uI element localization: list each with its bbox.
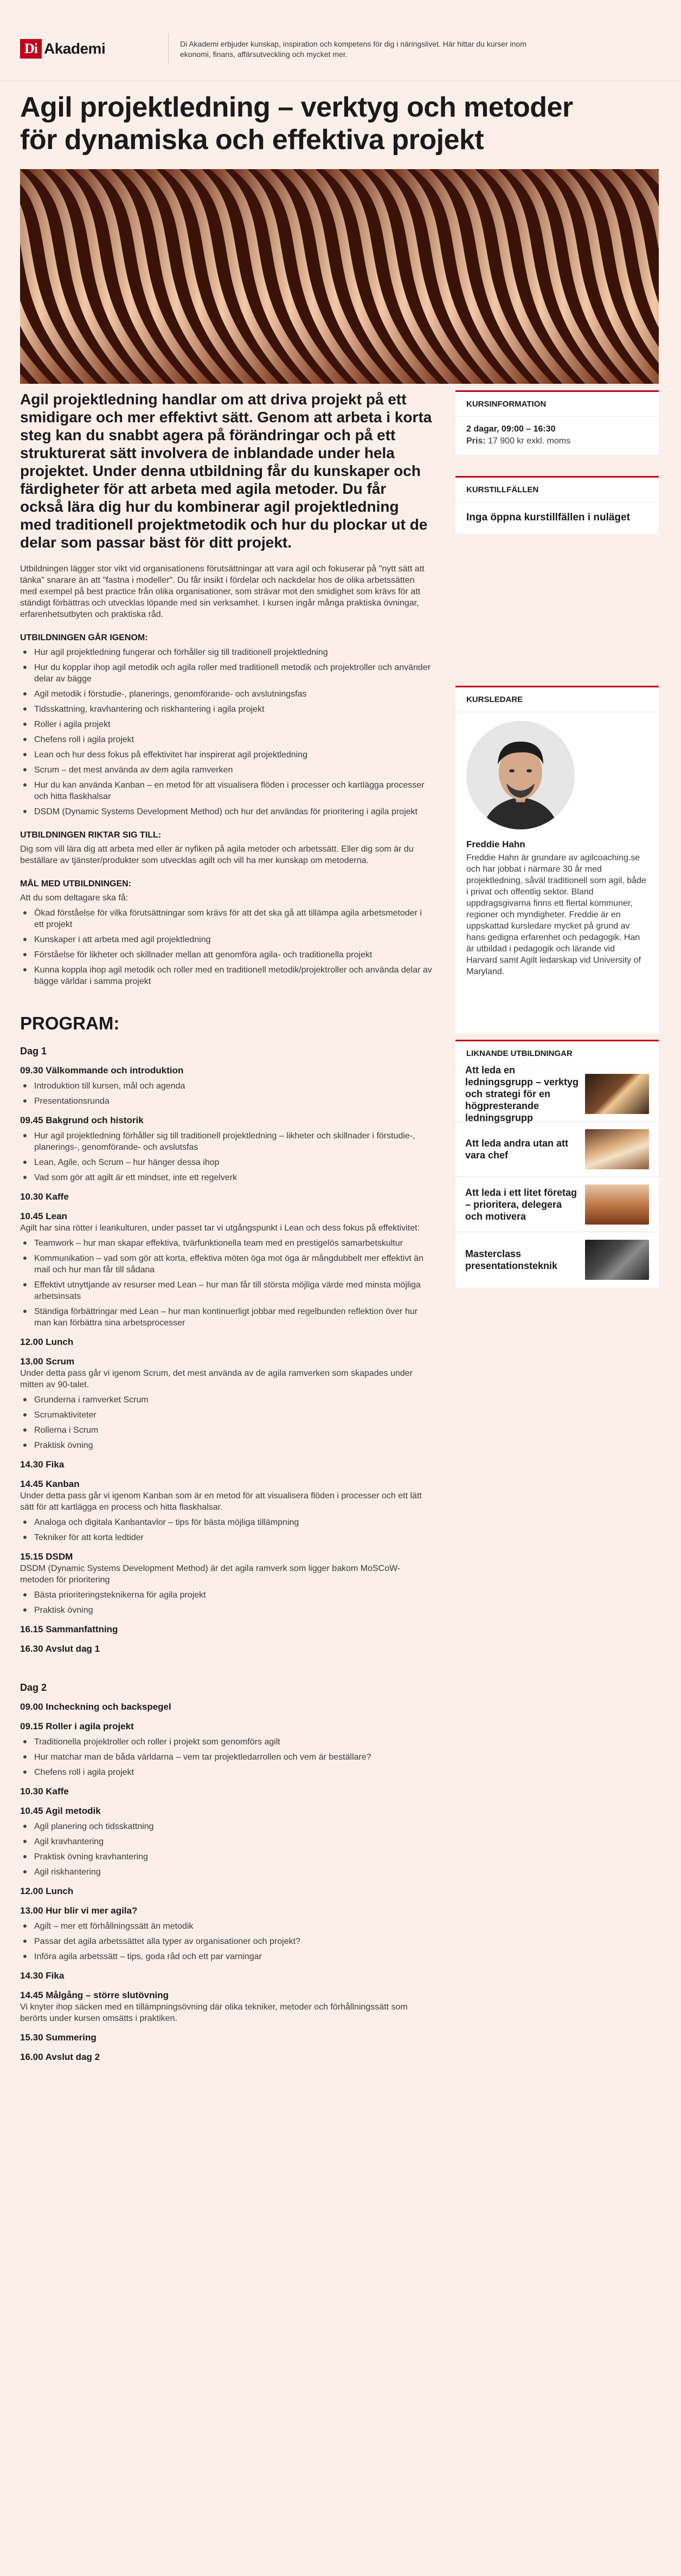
program-slot-title: 16.15 Sammanfattning [20,1624,118,1634]
di-akademi-logo[interactable] [20,39,105,59]
related-course-thumbnail[interactable] [585,1240,649,1280]
list-item: Kommunikation – vad som gör att korta, effektiva möten öga mot öga är mångdubbelt mer effektivt än mail och hur man får till sådana [20,1253,432,1276]
related-course-item[interactable] [455,1232,659,1287]
leader-name: Freddie Hahn [466,839,525,849]
program-day-label: Dag 2 [20,1682,47,1693]
list-item: Införa agila arbetssätt – tips, goda råd och ett par varningar [20,1951,432,1962]
related-courses-heading: LIKNANDE UTBILDNINGAR [455,1041,659,1066]
logo-mark: Di [20,39,42,59]
goals-list [20,907,432,987]
site-header [0,0,681,81]
program-heading: PROGRAM: [20,1013,120,1033]
list-item: Förståelse för likheter och skillnader mellan att genomföra agila- och traditionella projekt [20,949,432,961]
goes-through-list [20,647,432,817]
list-item: Ökad förståelse för vilka förutsättningar som krävs för att det ska gå att tillämpa agila arbetsmetoder i ett projekt [20,907,432,930]
program-slot-title: 09.00 Incheckning och backspegel [20,1702,171,1712]
list-item: Praktisk övning [20,1605,432,1616]
list-item: Agilt – mer ett förhållningssätt än metodik [20,1921,432,1932]
list-item: DSDM (Dynamic Systems Development Method) och hur det användas för prioritering i agila projekt [20,806,432,817]
hero-image [20,169,659,384]
list-item: Agil planering och tidsskattning [20,1821,432,1832]
program-slot-text: Under detta pass går vi igenom Scrum, det mest använda av de agila ramverken som skapades under mitten av 90-talet. [20,1369,413,1389]
program-slot-title: 12.00 Lunch [20,1337,74,1347]
program-slot-title: 16.00 Avslut dag 2 [20,2052,100,2062]
list-item: Agil riskhantering [20,1866,432,1878]
list-item: Introduktion till kursen, mål och agenda [20,1080,432,1092]
course-occasions-heading: KURSTILLFÄLLEN [455,478,659,503]
program-slot-text: Vi knyter ihop säcken med en tillämpningsövning där olika tekniker, metoder och förhållningssätt som berörts under kursen omsätts i praktiken. [20,2002,408,2023]
price-value: 17 900 kr exkl. moms [488,436,571,446]
intro-text: Utbildningen lägger stor vikt vid organisationens förutsättningar att vara agil och fokuserar på "nytt sätt att tänka" snarare än att "fastna i modeller". Du får insikt i fördelar och nackdelar hos de olika arbetssätten med exempel på best practice från olika organisationer, som strävar mot den smidighet som krävs för att ständigt förbättras och utvecklas löpande med sin verksamhet. I kursen ingår många praktiska övningar, erfarenhetsutbyten och praktiska råd. [20,564,425,619]
program-slot-title: 09.30 Välkommande och introduktion [20,1065,184,1076]
program-slot-title: 09.45 Bakgrund och historik [20,1115,144,1125]
program-slot-list [20,1238,432,1329]
program-slot-text: Agilt har sina rötter i leankulturen, under passet tar vi utgångspunkt i Lean och dess fokus på effektivitet: [20,1223,420,1233]
course-info-card [455,390,659,455]
list-item: Scrumaktiviteter [20,1409,432,1421]
program-slot-list [20,1130,432,1183]
program-schedule [20,1046,432,2063]
program-slot-title: 10.45 Lean [20,1211,67,1221]
related-course-item[interactable] [455,1177,659,1232]
program-slot-list [20,1921,432,1962]
program-slot-title: 16.30 Avslut dag 1 [20,1644,100,1654]
related-course-title[interactable]: Masterclass presentationsteknik [465,1248,558,1271]
goals-intro: Att du som deltagare ska få: [20,893,129,903]
program-slot-title: 14.45 Kanban [20,1479,80,1489]
program-slot-list [20,1736,432,1778]
list-item: Hur matchar man de båda världarna – vem tar projektledarrollen och vem är beställare? [20,1751,432,1763]
related-course-title[interactable]: Att leda en ledningsgrupp – verktyg och strategi för en högpresterande ledningsgrupp [465,1064,579,1123]
related-course-item[interactable] [455,1122,659,1177]
program-slot-title: 13.00 Hur blir vi mer agila? [20,1905,138,1916]
list-item: Tekniker för att korta ledtider [20,1532,432,1543]
list-item: Kunskaper i att arbeta med agil projektledning [20,934,432,945]
related-course-thumbnail[interactable] [585,1129,649,1169]
program-day-label: Dag 1 [20,1046,47,1057]
page-title: Agil projektledning – verktyg och metoder för dynamiska och effektiva projekt [20,92,573,156]
program-slot-list [20,1517,432,1543]
list-item: Vad som gör att agilt är ett mindset, inte ett regelverk [20,1172,432,1183]
header-tagline: Di Akademi erbjuder kunskap, inspiration och kompetens för dig i näringslivet. Här hittar du kurser inom ekonomi, finans, affärsutveckling och mycket mer. [180,40,526,59]
list-item: Effektivt utnyttjande av resurser med Lean – hur man får till största möjliga värde med minsta möjliga arbetsinsats [20,1279,432,1302]
list-item: Agil kravhantering [20,1836,432,1847]
program-slot-title: 15.15 DSDM [20,1551,73,1562]
related-course-title[interactable]: Att leda andra utan att vara chef [465,1137,569,1161]
course-occasions-card [455,476,659,534]
related-course-thumbnail[interactable] [585,1074,649,1114]
related-courses-card [455,1040,659,1287]
list-item: Agil metodik i förstudie-, planerings, genomförande- och avslutningsfas [20,688,432,700]
program-slot-title: 10.45 Agil metodik [20,1806,101,1816]
program-slot-title: 14.30 Fika [20,1970,65,1981]
target-text: Dig som vill lära dig att arbeta med eller är nyfiken på agila metoder och arbetssätt. Eller dig som är du beställare av tjänster/produkter som utvecklas agilt och vill ha mer kunskap om metoderna. [20,845,414,865]
lead-text: Agil projektledning handlar om att driva projekt på ett smidigare och mer effektivt sätt. Genom att arbeta i korta steg kan du snabbt agera på förändringar och på ett strukturerat sätt involvera de inblandade under hela projektet. Under denna utbildning får du kunskaper och färdigheter för att arbeta med agila metoder. Du får också lära dig hur du kombinerar agil projektledning med traditionell projektmetodik och hur du plockar ut de delar som passar bäst för ditt projekt. [20,391,432,551]
list-item: Hur du kopplar ihop agil metodik och agila roller med traditionell metodik och projektroller och använder delar av bägge [20,662,432,685]
program-slot-title: 10.30 Kaffe [20,1786,69,1796]
list-item: Ständiga förbättringar med Lean – hur man kontinuerligt jobbar med regelbunden reflektion över hur man kan förbättra sina arbetsprocesser [20,1306,432,1329]
program-slot-title: 09.15 Roller i agila projekt [20,1721,134,1731]
list-item: Scrum – det mest använda av dem agila ramverken [20,764,432,776]
list-item: Analoga och digitala Kanbantavlor – tips för bästa möjliga tillämpning [20,1517,432,1528]
logo-text: Akademi [44,40,106,57]
no-occasions-text: Inga öppna kurstillfällen i nuläget [466,512,630,523]
price-label: Pris: [466,436,486,446]
goals-heading: MÅL MED UTBILDNINGEN: [20,879,132,888]
course-leader-heading: KURSLEDARE [455,687,659,712]
program-slot-title: 10.30 Kaffe [20,1192,69,1202]
list-item: Bästa prioriteringsteknikerna för agila projekt [20,1589,432,1601]
program-slot-text: DSDM (Dynamic Systems Development Method) är det agila ramverk som ligger bakom MoSCoW-metoden för prioritering [20,1564,401,1585]
goes-through-heading: UTBILDNINGEN GÅR IGENOM: [20,633,148,642]
course-leader-card [455,686,659,1034]
main-content [20,390,432,2063]
list-item: Rollerna i Scrum [20,1425,432,1436]
program-slot-title: 14.30 Fika [20,1459,65,1470]
list-item: Praktisk övning kravhantering [20,1851,432,1863]
list-item: Praktisk övning [20,1440,432,1451]
program-slot-title: 15.30 Summering [20,2032,97,2043]
related-course-item[interactable] [455,1066,659,1122]
list-item: Hur du kan använda Kanban – en metod för att visualisera flöden i processer och kartlägga processer och hitta flaskhalsar [20,780,432,802]
program-slot-title: 13.00 Scrum [20,1356,75,1367]
target-heading: UTBILDNINGEN RIKTAR SIG TILL: [20,830,162,840]
list-item: Chefens roll i agila projekt [20,1767,432,1778]
list-item: Lean och hur dess fokus på effektivitet har inspirerat agil projektledning [20,749,432,761]
list-item: Kunna koppla ihop agil metodik och roller med en traditionell metodik/projektroller och använda delar av bägge världar i samma projekt [20,964,432,987]
course-schedule: 2 dagar, 09:00 – 16:30 [466,424,556,434]
list-item: Chefens roll i agila projekt [20,734,432,745]
program-slot-list [20,1394,432,1451]
list-item: Teamwork – hur man skapar effektiva, tvärfunktionella team med en prestigelös samarbetskultur [20,1238,432,1249]
list-item: Roller i agila projekt [20,719,432,730]
program-slot-list [20,1080,432,1107]
course-info-heading: KURSINFORMATION [455,392,659,417]
leader-bio: Freddie Hahn är grundare av agilcoaching.se och har jobbat i närmare 30 år med projektledning, såväl traditionell som agil, både i privat och offentlig sektor. Bland uppdragsgivarna finns ett flertal kommuner, regioner och myndigheter. Freddie är en uppskattad kursledare mycket på grund av hans gedigna erfarenhet och pedagogik. Han är utbildad i pedagogik och lärande vid Harvard samt Agilt ledarskap vid University of Maryland. [466,853,646,976]
list-item: Hur agil projektledning fungerar och förhåller sig till traditionell projektledning [20,647,432,658]
header-divider [168,34,169,65]
list-item: Passar det agila arbetssättet alla typer av organisationer och projekt? [20,1936,432,1947]
list-item: Traditionella projektroller och roller i projekt som genomförs agilt [20,1736,432,1748]
list-item: Hur agil projektledning förhåller sig till traditionell projektledning – likheter och skillnader i förstudie-, planerings-, genomförande- och avslutsfas [20,1130,432,1153]
list-item: Grunderna i ramverket Scrum [20,1394,432,1406]
related-course-title[interactable]: Att leda i ett litet företag – prioritera, delegera och motivera [465,1187,577,1222]
leader-avatar [466,721,575,829]
related-course-thumbnail[interactable] [585,1184,649,1225]
list-item: Lean, Agile, och Scrum – hur hänger dessa ihop [20,1157,432,1168]
program-slot-list [20,1821,432,1878]
program-slot-title: 12.00 Lunch [20,1886,74,1896]
program-slot-title: 14.45 Målgång – större slutövning [20,1990,169,2000]
program-slot-text: Under detta pass går vi igenom Kanban som är en metod för att visualisera flöden i processer och ett lätt sätt för att kartlägga en process och hitta flaskhalsar. [20,1491,422,1512]
program-slot-list [20,1589,432,1616]
list-item: Presentationsrunda [20,1096,432,1107]
list-item: Tidsskattning, kravhantering och riskhantering i agila projekt [20,704,432,715]
